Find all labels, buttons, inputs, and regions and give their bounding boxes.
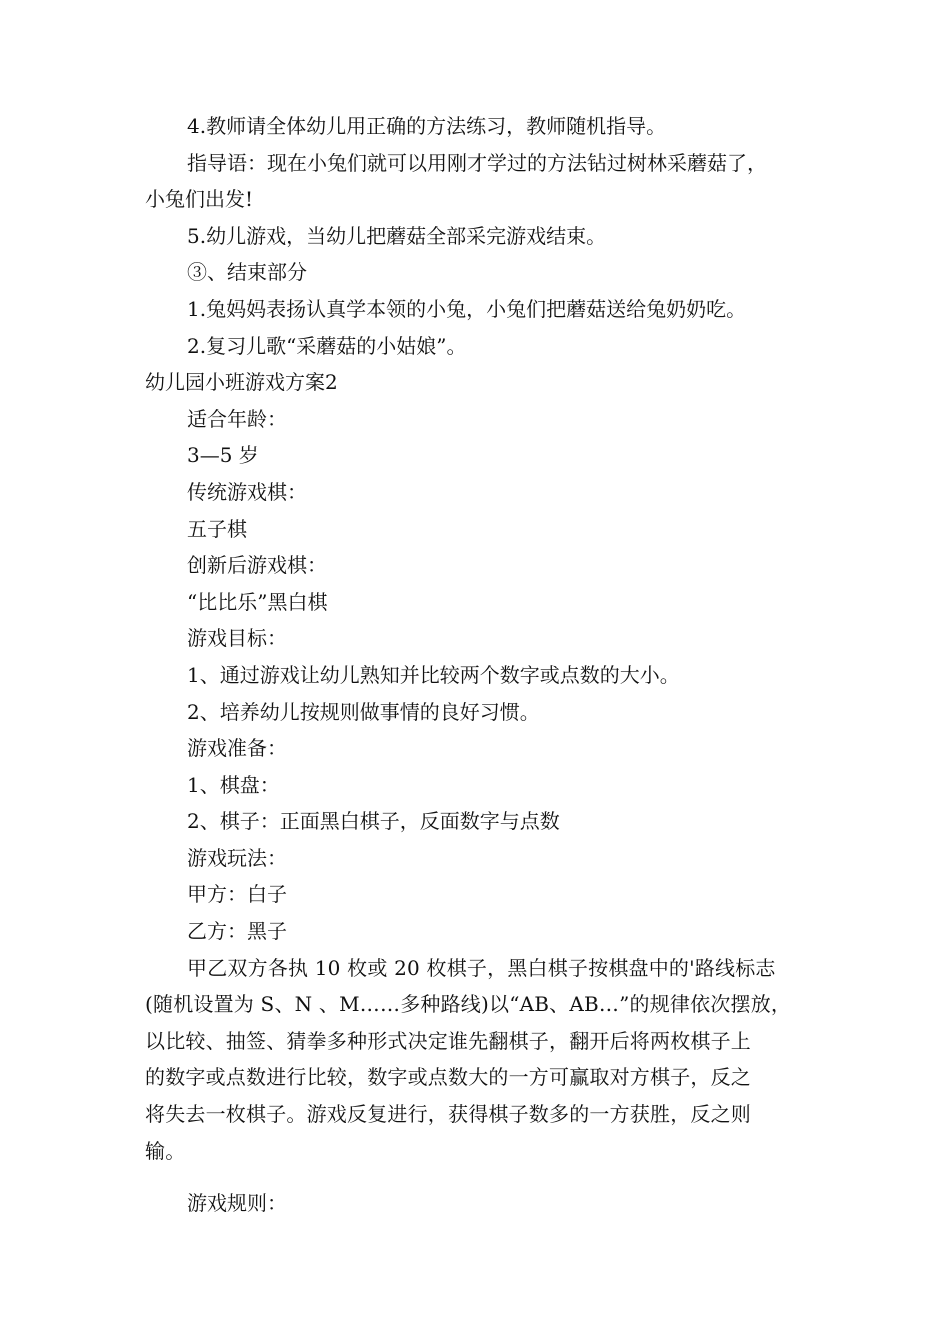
text-line: 1、棋盘： [187, 772, 280, 797]
paragraph-line: 将失去一枚棋子。游戏反复进行，获得棋子数多的一方获胜，反之则 [145, 1102, 751, 1127]
text-line: 2.复习儿歌“采蘑菇的小姑娘”。 [187, 333, 467, 358]
paragraph-line: 的数字或点数进行比较，数字或点数大的一方可赢取对方棋子，反之 [145, 1065, 751, 1090]
text-line: 1、通过游戏让幼儿熟知并比较两个数字或点数的大小。 [187, 662, 680, 687]
section-heading: 游戏规则： [187, 1191, 287, 1216]
text-line: 游戏目标： [187, 626, 287, 651]
text-line: 2、培养幼儿按规则做事情的良好习惯。 [187, 699, 540, 724]
paragraph-line: (随机设置为 S、N 、M……多种路线)以“AB、AB…”的规律依次摆放， [145, 992, 792, 1017]
paragraph-line: 甲乙双方各执 10 枚或 20 枚棋子，黑白棋子按棋盘中的'路线标志 [187, 955, 776, 980]
text-line: 乙方：黑子 [187, 919, 287, 944]
text-line: 游戏玩法： [187, 845, 287, 870]
text-line: 4.教师请全体幼儿用正确的方法练习，教师随机指导。 [187, 114, 667, 138]
text-line: 传统游戏棋： [187, 479, 307, 504]
text-line: 2、棋子：正面黑白棋子，反面数字与点数 [187, 809, 560, 834]
section-heading: ③、结束部分 [187, 260, 307, 285]
text-line: 1.兔妈妈表扬认真学本领的小兔，小兔们把蘑菇送给兔奶奶吃。 [187, 296, 747, 321]
paragraph-line: 以比较、抽签、猜拳多种形式决定谁先翻棋子，翻开后将两枚棋子上 [145, 1028, 751, 1053]
document-title: 幼儿园小班游戏方案2 [145, 370, 338, 395]
text-line: 5.幼儿游戏，当幼儿把蘑菇全部采完游戏结束。 [187, 223, 607, 248]
text-line: 3—5 岁 [187, 443, 259, 468]
document-body [145, 108, 815, 1222]
text-line: 小兔们出发! [145, 187, 254, 212]
text-line: “比比乐”黑白棋 [187, 589, 328, 614]
text-line: 指导语：现在小兔们就可以用刚才学过的方法钻过树林采蘑菇了， [187, 150, 767, 175]
text-line: 五子棋 [187, 516, 247, 541]
text-line: 创新后游戏棋： [187, 553, 327, 578]
spacer [145, 1169, 815, 1185]
paragraph-line: 输。 [145, 1138, 186, 1163]
text-line: 甲方：白子 [187, 882, 287, 907]
text-line: 适合年龄： [187, 406, 287, 431]
text-line: 游戏准备： [187, 736, 287, 761]
